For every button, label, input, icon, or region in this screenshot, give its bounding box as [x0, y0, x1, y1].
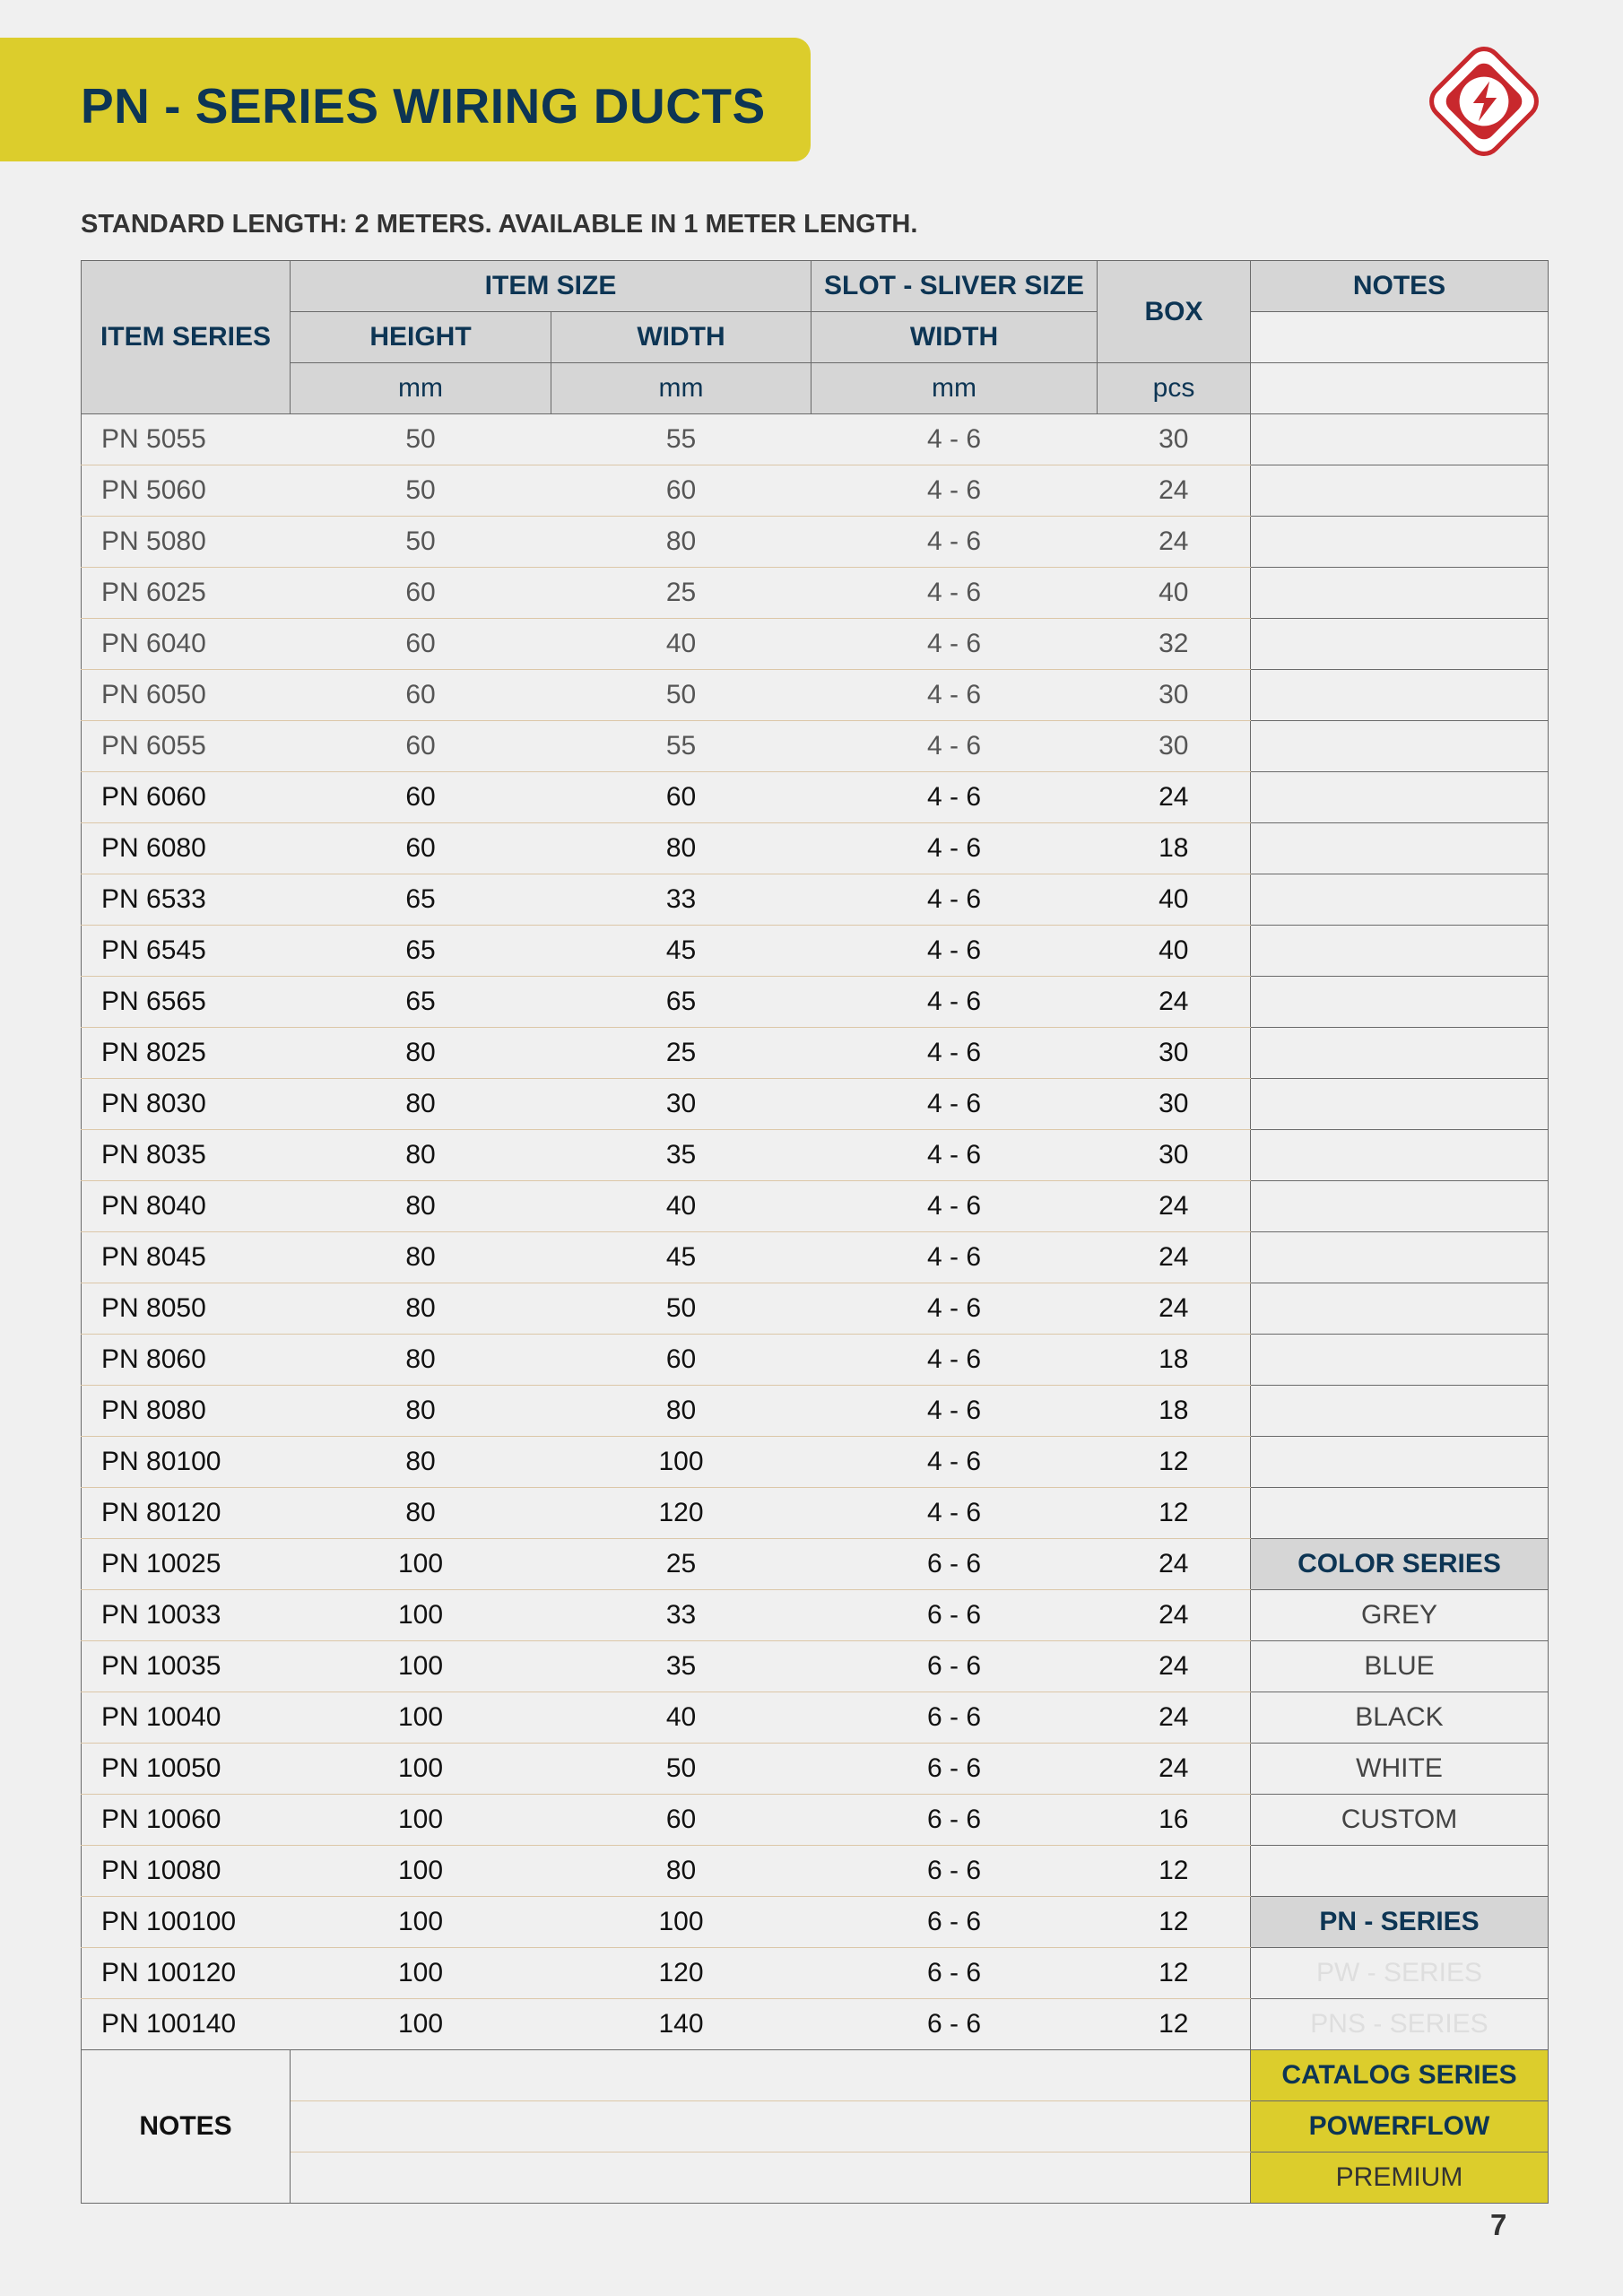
width-cell: 40: [551, 619, 812, 670]
width-cell: 120: [551, 1488, 812, 1539]
slot-width-cell: 4 - 6: [812, 1232, 1098, 1283]
item-series-cell: PN 6565: [82, 977, 291, 1028]
width-cell: 35: [551, 1641, 812, 1692]
item-series-cell: PN 8060: [82, 1335, 291, 1386]
slot-width-cell: 6 - 6: [812, 1641, 1098, 1692]
table-row: [82, 517, 1549, 568]
notes-line: [291, 2050, 1251, 2101]
notes-cell: [1251, 1846, 1549, 1897]
notes-cell: [1251, 1079, 1549, 1130]
item-series-cell: PN 6545: [82, 926, 291, 977]
box-cell: 30: [1098, 1028, 1251, 1079]
height-cell: 80: [291, 1283, 551, 1335]
height-cell: 50: [291, 465, 551, 517]
height-cell: 80: [291, 1386, 551, 1437]
width-cell: 25: [551, 1028, 812, 1079]
height-cell: 100: [291, 1590, 551, 1641]
table-row: [82, 1488, 1549, 1539]
width-cell: 60: [551, 1335, 812, 1386]
item-series-cell: PN 80100: [82, 1437, 291, 1488]
height-cell: 80: [291, 1488, 551, 1539]
width-cell: 33: [551, 1590, 812, 1641]
width-cell: 60: [551, 465, 812, 517]
box-cell: 30: [1098, 414, 1251, 465]
notes-cell: [1251, 823, 1549, 874]
slot-width-cell: 4 - 6: [812, 1181, 1098, 1232]
item-series-cell: PN 8035: [82, 1130, 291, 1181]
slot-width-cell: 4 - 6: [812, 772, 1098, 823]
width-cell: 65: [551, 977, 812, 1028]
item-series-cell: PN 100100: [82, 1897, 291, 1948]
box-cell: 30: [1098, 721, 1251, 772]
height-cell: 60: [291, 619, 551, 670]
slot-width-cell: 6 - 6: [812, 1999, 1098, 2050]
box-cell: 24: [1098, 1641, 1251, 1692]
slot-width-cell: 4 - 6: [812, 977, 1098, 1028]
table-row: [82, 1590, 1549, 1641]
item-series-cell: PN 100120: [82, 1948, 291, 1999]
header-box: BOX: [1098, 261, 1251, 363]
header-item-size: ITEM SIZE: [291, 261, 812, 312]
table-row: [82, 1232, 1549, 1283]
width-cell: 45: [551, 926, 812, 977]
slot-width-cell: 4 - 6: [812, 721, 1098, 772]
slot-width-cell: 4 - 6: [812, 465, 1098, 517]
table-row: [82, 1028, 1549, 1079]
height-cell: 100: [291, 1641, 551, 1692]
height-cell: 80: [291, 1437, 551, 1488]
width-cell: 25: [551, 1539, 812, 1590]
slot-width-cell: 4 - 6: [812, 823, 1098, 874]
height-cell: 65: [291, 977, 551, 1028]
item-series-cell: PN 6050: [82, 670, 291, 721]
table-row: [82, 1130, 1549, 1181]
width-cell: 50: [551, 1283, 812, 1335]
item-series-cell: PN 8080: [82, 1386, 291, 1437]
item-series-cell: PN 80120: [82, 1488, 291, 1539]
height-cell: 65: [291, 926, 551, 977]
item-series-cell: PN 100140: [82, 1999, 291, 2050]
slot-width-cell: 4 - 6: [812, 1488, 1098, 1539]
box-cell: 30: [1098, 1130, 1251, 1181]
box-cell: 12: [1098, 1897, 1251, 1948]
height-cell: 80: [291, 1130, 551, 1181]
notes-cell: [1251, 926, 1549, 977]
table-row: [82, 1692, 1549, 1744]
notes-cell: [1251, 1232, 1549, 1283]
slot-width-cell: 4 - 6: [812, 619, 1098, 670]
box-cell: 24: [1098, 1539, 1251, 1590]
width-cell: 50: [551, 1744, 812, 1795]
item-series-cell: PN 10040: [82, 1692, 291, 1744]
box-cell: 12: [1098, 1846, 1251, 1897]
table-row: [82, 1386, 1549, 1437]
premium-label: PREMIUM: [1251, 2152, 1549, 2204]
height-cell: 100: [291, 1539, 551, 1590]
header-slot-width: WIDTH: [812, 312, 1098, 363]
box-cell: 12: [1098, 1488, 1251, 1539]
height-cell: 80: [291, 1232, 551, 1283]
header-width: WIDTH: [551, 312, 812, 363]
box-cell: 30: [1098, 1079, 1251, 1130]
height-cell: 50: [291, 517, 551, 568]
notes-cell: [1251, 1283, 1549, 1335]
color-series-header: COLOR SERIES: [1251, 1539, 1549, 1590]
header-item-series: ITEM SERIES: [82, 261, 291, 414]
height-cell: 60: [291, 823, 551, 874]
notes-cell: [1251, 670, 1549, 721]
item-series-cell: PN 8050: [82, 1283, 291, 1335]
table-row: [82, 1437, 1549, 1488]
box-cell: 12: [1098, 1437, 1251, 1488]
table-row: [82, 1897, 1549, 1948]
box-cell: 16: [1098, 1795, 1251, 1846]
box-cell: 24: [1098, 977, 1251, 1028]
height-cell: 50: [291, 414, 551, 465]
box-cell: 40: [1098, 874, 1251, 926]
standard-length-note: STANDARD LENGTH: 2 METERS. AVAILABLE IN 1 METER LENGTH.: [81, 210, 918, 239]
notes-cell: [1251, 1130, 1549, 1181]
item-series-cell: PN 6040: [82, 619, 291, 670]
table-row: [82, 926, 1549, 977]
box-cell: 24: [1098, 772, 1251, 823]
notes-label: NOTES: [82, 2050, 291, 2204]
notes-cell: [1251, 977, 1549, 1028]
item-series-cell: PN 6060: [82, 772, 291, 823]
table-row: [82, 1846, 1549, 1897]
item-series-cell: PN 5080: [82, 517, 291, 568]
width-cell: 80: [551, 517, 812, 568]
width-cell: 100: [551, 1437, 812, 1488]
width-cell: 33: [551, 874, 812, 926]
page-number: 7: [1490, 2208, 1507, 2241]
unit-width: mm: [551, 363, 812, 414]
color-option: BLUE: [1251, 1641, 1549, 1692]
title-banner: [0, 38, 811, 161]
box-cell: 18: [1098, 1386, 1251, 1437]
catalog-series-label: CATALOG SERIES: [1251, 2050, 1549, 2101]
item-series-cell: PN 10080: [82, 1846, 291, 1897]
color-option: WHITE: [1251, 1744, 1549, 1795]
height-cell: 80: [291, 1028, 551, 1079]
item-series-cell: PN 8030: [82, 1079, 291, 1130]
item-series-cell: PN 8045: [82, 1232, 291, 1283]
item-series-cell: PN 10060: [82, 1795, 291, 1846]
box-cell: 24: [1098, 1283, 1251, 1335]
notes-row: [82, 2101, 1549, 2152]
box-cell: 40: [1098, 568, 1251, 619]
slot-width-cell: 4 - 6: [812, 1079, 1098, 1130]
width-cell: 80: [551, 1386, 812, 1437]
slot-width-cell: 4 - 6: [812, 568, 1098, 619]
slot-width-cell: 4 - 6: [812, 1028, 1098, 1079]
table-row: [82, 1181, 1549, 1232]
color-option: CUSTOM: [1251, 1795, 1549, 1846]
height-cell: 100: [291, 1897, 551, 1948]
slot-width-cell: 4 - 6: [812, 1386, 1098, 1437]
box-cell: 24: [1098, 1232, 1251, 1283]
height-cell: 100: [291, 1846, 551, 1897]
slot-width-cell: 4 - 6: [812, 414, 1098, 465]
notes-row: [82, 2050, 1549, 2101]
height-cell: 65: [291, 874, 551, 926]
header-height: HEIGHT: [291, 312, 551, 363]
notes-cell: [1251, 1488, 1549, 1539]
notes-cell: [1251, 1028, 1549, 1079]
table-row: [82, 1999, 1549, 2050]
slot-width-cell: 6 - 6: [812, 1897, 1098, 1948]
width-cell: 80: [551, 823, 812, 874]
height-cell: 100: [291, 1948, 551, 1999]
slot-width-cell: 4 - 6: [812, 1130, 1098, 1181]
box-cell: 24: [1098, 1744, 1251, 1795]
table-row: [82, 1335, 1549, 1386]
width-cell: 45: [551, 1232, 812, 1283]
slot-width-cell: 4 - 6: [812, 1283, 1098, 1335]
table-row: [82, 1641, 1549, 1692]
notes-cell: [1251, 363, 1549, 414]
table-row: [82, 1948, 1549, 1999]
table-row: [82, 1795, 1549, 1846]
height-cell: 80: [291, 1335, 551, 1386]
header-slot-size: SLOT - SLIVER SIZE: [812, 261, 1098, 312]
page-title: PN - SERIES WIRING DUCTS: [81, 78, 766, 134]
item-series-cell: PN 10050: [82, 1744, 291, 1795]
width-cell: 55: [551, 721, 812, 772]
box-cell: 12: [1098, 1948, 1251, 1999]
table-row: [82, 823, 1549, 874]
table-row: [82, 1283, 1549, 1335]
item-series-cell: PN 10025: [82, 1539, 291, 1590]
box-cell: 32: [1098, 619, 1251, 670]
notes-cell: [1251, 568, 1549, 619]
slot-width-cell: 6 - 6: [812, 1846, 1098, 1897]
unit-box: pcs: [1098, 363, 1251, 414]
box-cell: 40: [1098, 926, 1251, 977]
table-row: [82, 1079, 1549, 1130]
notes-row: [82, 2152, 1549, 2204]
slot-width-cell: 4 - 6: [812, 517, 1098, 568]
item-series-cell: PN 10035: [82, 1641, 291, 1692]
item-series-cell: PN 5055: [82, 414, 291, 465]
height-cell: 60: [291, 721, 551, 772]
slot-width-cell: 4 - 6: [812, 1335, 1098, 1386]
width-cell: 30: [551, 1079, 812, 1130]
width-cell: 100: [551, 1897, 812, 1948]
width-cell: 55: [551, 414, 812, 465]
table-row: [82, 465, 1549, 517]
unit-slot-width: mm: [812, 363, 1098, 414]
notes-cell: [1251, 465, 1549, 517]
table-row: [82, 1539, 1549, 1590]
height-cell: 80: [291, 1079, 551, 1130]
notes-cell: [1251, 414, 1549, 465]
slot-width-cell: 4 - 6: [812, 926, 1098, 977]
item-series-cell: PN 8025: [82, 1028, 291, 1079]
slot-width-cell: 6 - 6: [812, 1948, 1098, 1999]
box-cell: 24: [1098, 1692, 1251, 1744]
slot-width-cell: 4 - 6: [812, 670, 1098, 721]
item-series-cell: PN 10033: [82, 1590, 291, 1641]
height-cell: 60: [291, 772, 551, 823]
box-cell: 18: [1098, 823, 1251, 874]
powerflow-label: POWERFLOW: [1251, 2101, 1549, 2152]
series-option: PW - SERIES: [1251, 1948, 1549, 1999]
lightning-diamond-logo-icon: [1420, 38, 1548, 165]
notes-cell: [1251, 1181, 1549, 1232]
table-row: [82, 414, 1549, 465]
wiring-duct-table: [81, 260, 1549, 2204]
width-cell: 40: [551, 1181, 812, 1232]
unit-height: mm: [291, 363, 551, 414]
height-cell: 100: [291, 1744, 551, 1795]
box-cell: 24: [1098, 517, 1251, 568]
table-row: [82, 670, 1549, 721]
slot-width-cell: 6 - 6: [812, 1795, 1098, 1846]
height-cell: 80: [291, 1181, 551, 1232]
item-series-cell: PN 6533: [82, 874, 291, 926]
table-row: [82, 568, 1549, 619]
box-cell: 24: [1098, 1181, 1251, 1232]
width-cell: 40: [551, 1692, 812, 1744]
slot-width-cell: 6 - 6: [812, 1692, 1098, 1744]
width-cell: 35: [551, 1130, 812, 1181]
height-cell: 100: [291, 1999, 551, 2050]
width-cell: 60: [551, 772, 812, 823]
box-cell: 12: [1098, 1999, 1251, 2050]
width-cell: 50: [551, 670, 812, 721]
notes-cell: [1251, 1386, 1549, 1437]
notes-cell: [1251, 619, 1549, 670]
item-series-cell: PN 6055: [82, 721, 291, 772]
notes-cell: [1251, 312, 1549, 363]
item-series-cell: PN 5060: [82, 465, 291, 517]
height-cell: 60: [291, 670, 551, 721]
width-cell: 120: [551, 1948, 812, 1999]
table-row: [82, 619, 1549, 670]
box-cell: 24: [1098, 465, 1251, 517]
item-series-cell: PN 6080: [82, 823, 291, 874]
width-cell: 80: [551, 1846, 812, 1897]
height-cell: 60: [291, 568, 551, 619]
notes-cell: [1251, 772, 1549, 823]
table-row: [82, 977, 1549, 1028]
color-option: BLACK: [1251, 1692, 1549, 1744]
width-cell: 25: [551, 568, 812, 619]
slot-width-cell: 4 - 6: [812, 1437, 1098, 1488]
table-row: [82, 874, 1549, 926]
table-row: [82, 721, 1549, 772]
table-row: [82, 772, 1549, 823]
header-notes: NOTES: [1251, 261, 1549, 312]
notes-line: [291, 2152, 1251, 2204]
notes-cell: [1251, 1437, 1549, 1488]
width-cell: 140: [551, 1999, 812, 2050]
table-row: [82, 1744, 1549, 1795]
item-series-cell: PN 6025: [82, 568, 291, 619]
slot-width-cell: 6 - 6: [812, 1539, 1098, 1590]
box-cell: 30: [1098, 670, 1251, 721]
height-cell: 100: [291, 1795, 551, 1846]
item-series-cell: PN 8040: [82, 1181, 291, 1232]
notes-cell: [1251, 721, 1549, 772]
box-cell: 18: [1098, 1335, 1251, 1386]
box-cell: 24: [1098, 1590, 1251, 1641]
series-option: PNS - SERIES: [1251, 1999, 1549, 2050]
notes-cell: [1251, 1335, 1549, 1386]
slot-width-cell: 6 - 6: [812, 1590, 1098, 1641]
notes-line: [291, 2101, 1251, 2152]
slot-width-cell: 6 - 6: [812, 1744, 1098, 1795]
series-current: PN - SERIES: [1251, 1897, 1549, 1948]
color-option: GREY: [1251, 1590, 1549, 1641]
width-cell: 60: [551, 1795, 812, 1846]
slot-width-cell: 4 - 6: [812, 874, 1098, 926]
notes-cell: [1251, 517, 1549, 568]
height-cell: 100: [291, 1692, 551, 1744]
notes-cell: [1251, 874, 1549, 926]
